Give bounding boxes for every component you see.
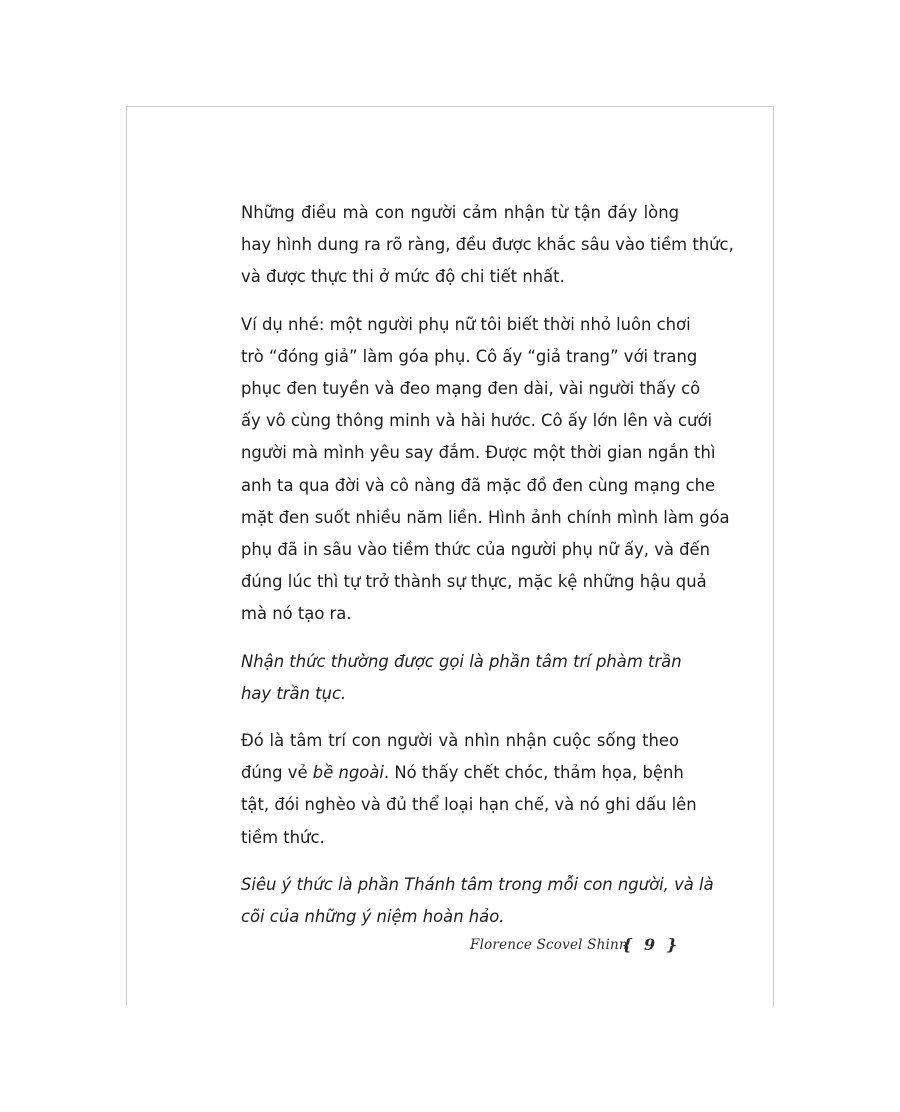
paragraph-3-italic (241, 646, 682, 710)
paragraph-1 (241, 197, 734, 294)
page-footer (470, 935, 680, 959)
paragraph-2-line-10: mà nó tạo ra. (241, 604, 352, 624)
paragraph-2-line-3: phục đen tuyền và đeo mạng đen dài, vài người thấy cô (241, 379, 701, 399)
paragraph-2-line-8: phụ đã in sâu vào tiềm thức của người phụ nữ ấy, và đến (241, 540, 711, 560)
paragraph-2-line-2: trò “đóng giả” làm góa phụ. Cô ấy “giả trang” với trang (241, 346, 698, 366)
paragraph-2-line-1: Ví dụ nhé: một người phụ nữ tôi biết thời nhỏ luôn chơi (241, 314, 691, 334)
paragraph-2-line-9: đúng lúc thì tự trở thành sự thực, mặc kệ những hậu quả (241, 572, 707, 592)
paragraph-4-line-3: tật, đói nghèo và đủ thể loại hạn chế, và nó ghi dấu lên (241, 795, 697, 815)
paragraph-4-line-2-pre: đúng vẻ (241, 763, 313, 783)
footer-author: Florence Scovel Shinn (470, 937, 628, 953)
paragraph-3-line-1: Nhận thức thường được gọi là phần tâm trí phàm trần (241, 651, 682, 671)
paragraph-4-line-4: tiềm thức. (241, 827, 325, 847)
paragraph-2-line-6: anh ta qua đời và cô nàng đã mặc đồ đen cùng mạng che (241, 475, 716, 495)
paragraph-2-line-4: ấy vô cùng thông minh và hài hước. Cô ấy lớn lên và cưới (241, 411, 713, 431)
paragraph-2-line-5: người mà mình yêu say đắm. Được một thời gian ngắn thì (241, 443, 716, 463)
paragraph-5-line-1: Siêu ý thức là phần Thánh tâm trong mỗi con người, và là (241, 874, 714, 894)
paragraph-2 (241, 309, 730, 631)
paragraph-4 (241, 725, 697, 854)
page-number: { 9 } (622, 935, 680, 954)
paragraph-4-line-2-post: . Nó thấy chết chóc, thảm họa, bệnh (383, 763, 684, 783)
paragraph-5-italic (241, 869, 714, 933)
paragraph-4-line-2 (241, 757, 684, 789)
paragraph-4-line-1: Đó là tâm trí con người và nhìn nhận cuộc sống theo (241, 731, 679, 751)
paragraph-2-line-7: mặt đen suốt nhiều năm liền. Hình ảnh chính mình làm góa (241, 507, 730, 527)
paragraph-3-line-2: hay trần tục. (241, 683, 347, 703)
paragraph-1-line-1: Những điều mà con người cảm nhận từ tận đáy lòng (241, 203, 679, 222)
emphasis-text: bề ngoài (312, 763, 384, 783)
paragraph-1-line-2: hay hình dung ra rõ ràng, đều được khắc sâu vào tiềm thức, (241, 235, 734, 255)
paragraph-1-line-3: và được thực thi ở mức độ chi tiết nhất. (241, 267, 565, 287)
page-body-text (241, 197, 734, 948)
paragraph-5-line-2: cõi của những ý niệm hoàn hảo. (241, 907, 505, 927)
